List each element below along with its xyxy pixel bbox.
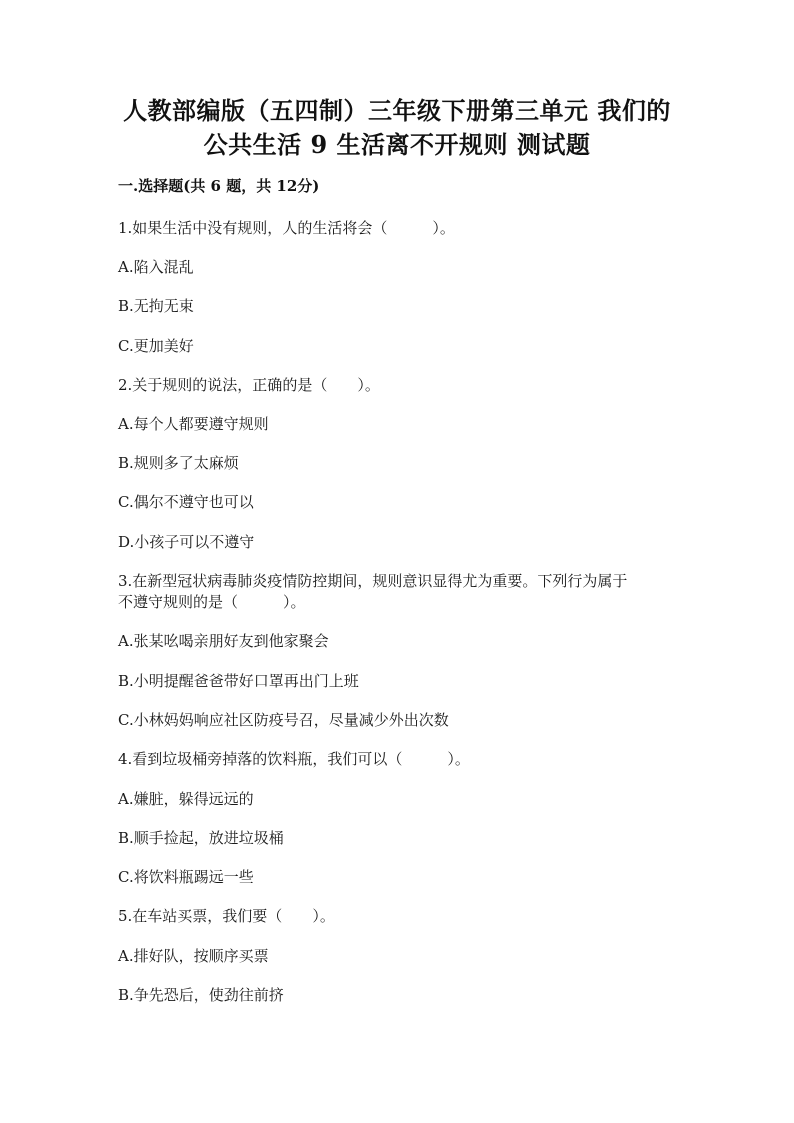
question-3-stem-line-2: 不遵守规则的是（ ）。: [118, 593, 306, 611]
question-3-option-a: A.张某吆喝亲朋好友到他家聚会: [118, 632, 329, 650]
question-1-option-a: A.陷入混乱: [118, 258, 194, 276]
question-2-option-c: C.偶尔不遵守也可以: [118, 493, 254, 511]
section-heading: 一.选择题(共 6 题，共 12分): [118, 177, 320, 195]
question-5-stem: 5.在车站买票，我们要（ ）。: [118, 907, 335, 925]
question-2-stem: 2.关于规则的说法，正确的是（ ）。: [118, 376, 380, 394]
question-3-option-b: B.小明提醒爸爸带好口罩再出门上班: [118, 672, 359, 690]
question-2-option-a: A.每个人都要遵守规则: [118, 415, 269, 433]
question-1-option-c: C.更加美好: [118, 337, 194, 355]
question-4-option-a: A.嫌脏，躲得远远的: [118, 790, 254, 808]
question-4-stem: 4.看到垃圾桶旁掉落的饮料瓶，我们可以（ ）。: [118, 750, 470, 768]
question-4-option-b: B.顺手捡起，放进垃圾桶: [118, 829, 284, 847]
question-1-stem: 1.如果生活中没有规则，人的生活将会（ ）。: [118, 219, 455, 237]
question-4-option-c: C.将饮料瓶踢远一些: [118, 868, 254, 886]
question-5-option-a: A.排好队，按顺序买票: [118, 947, 269, 965]
question-3-option-c: C.小林妈妈响应社区防疫号召，尽量减少外出次数: [118, 711, 449, 729]
document-title-line-2: 公共生活 9 生活离不开规则 测试题: [203, 130, 591, 159]
question-5-option-b: B.争先恐后，使劲往前挤: [118, 986, 284, 1004]
question-2-option-b: B.规则多了太麻烦: [118, 454, 239, 472]
question-3-stem-line-1: 3.在新型冠状病毒肺炎疫情防控期间，规则意识显得尤为重要。下列行为属于: [118, 572, 628, 590]
document-title-line-1: 人教部编版（五四制）三年级下册第三单元 我们的: [123, 96, 671, 125]
question-1-option-b: B.无拘无束: [118, 297, 194, 315]
question-2-option-d: D.小孩子可以不遵守: [118, 533, 255, 551]
